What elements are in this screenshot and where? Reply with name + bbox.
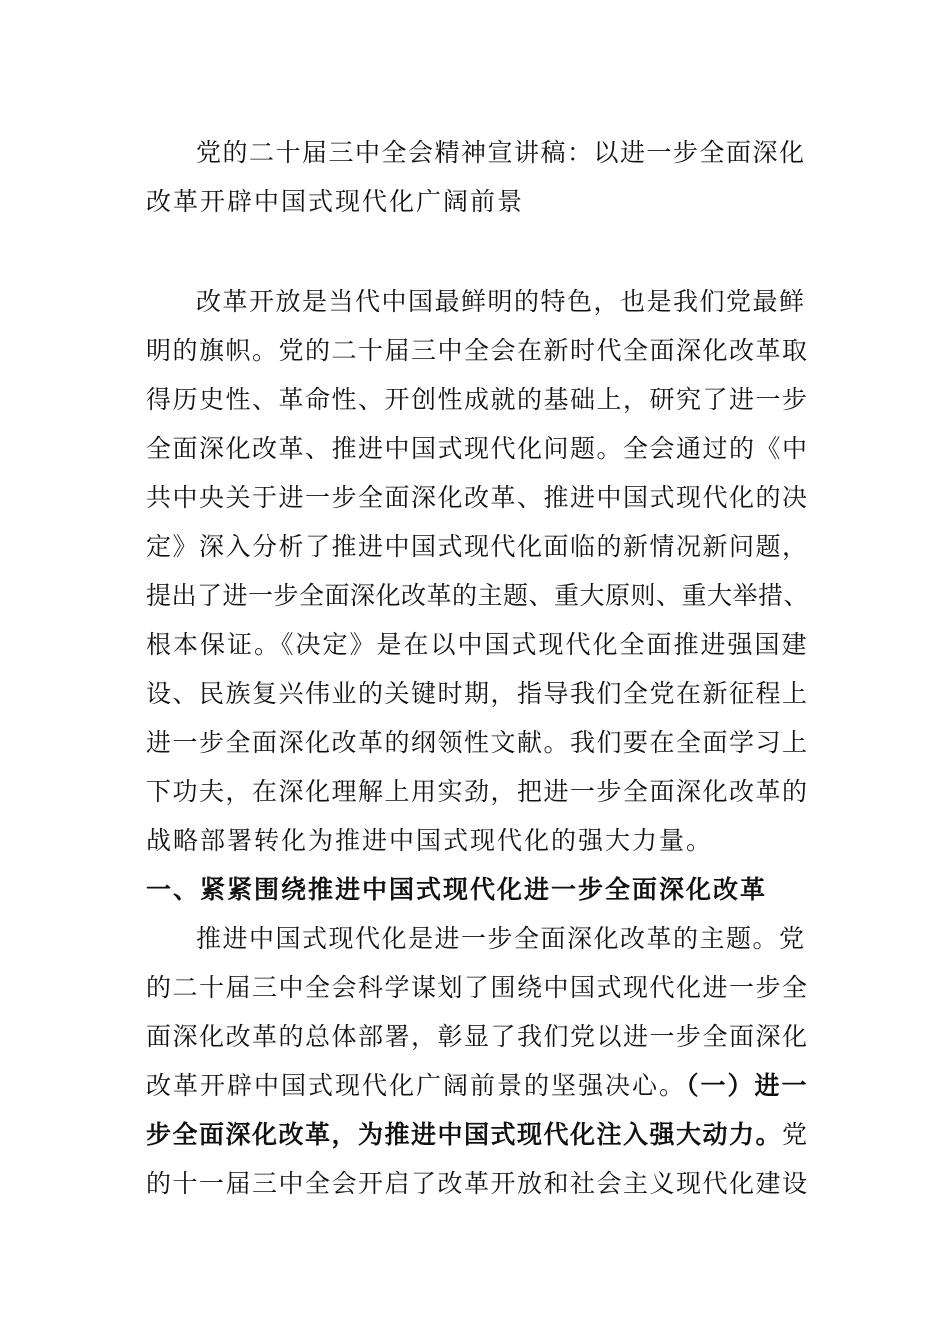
section-1-line-4 (146, 1061, 810, 1110)
title-line-1: 党的二十届三中全会精神宣讲稿：以进一步全面深化 (196, 138, 806, 167)
section-1-line-6: 的十一届三中全会开启了改革开放和社会主义现代化建设 (146, 1169, 809, 1198)
section-1-line-5-text: 党 (782, 1120, 809, 1149)
intro-line-6: 定》深入分析了推进中国式现代化面临的新情况新问题， (146, 532, 809, 561)
section-1-line-2: 的二十届三中全会科学谋划了围绕中国式现代化进一步全 (146, 973, 809, 1002)
title-line-2: 改革开辟中国式现代化广阔前景 (146, 187, 525, 216)
subsection-1-heading-end: 步全面深化改革，为推进中国式现代化注入强大动力。 (146, 1120, 783, 1149)
intro-line-4: 全面深化改革、推进中国式现代化问题。全会通过的《中 (146, 434, 809, 463)
intro-line-5: 共中央关于进一步全面深化改革、推进中国式现代化的决 (146, 483, 809, 512)
intro-line-12: 战略部署转化为推进中国式现代化的强大力量。 (146, 826, 714, 855)
section-1-line-3: 面深化改革的总体部署，彰显了我们党以进一步全面深化 (146, 1022, 809, 1051)
section-1-heading: 一、紧紧围绕推进中国式现代化进一步全面深化改革 (146, 875, 768, 904)
intro-line-7: 提出了进一步全面深化改革的主题、重大原则、重大举措、 (146, 581, 810, 610)
intro-line-8: 根本保证。《决定》是在以中国式现代化全面推进强国建 (146, 630, 809, 659)
section-1-line-4-text: 改革开辟中国式现代化广阔前景的坚强决心。 (146, 1071, 687, 1100)
intro-line-10: 进一步全面深化改革的纲领性文献。我们要在全面学习上 (146, 728, 809, 757)
intro-line-9: 设、民族复兴伟业的关键时期，指导我们全党在新征程上 (146, 679, 809, 708)
section-1-line-5 (146, 1110, 810, 1159)
intro-paragraph (146, 277, 810, 1208)
intro-line-1: 改革开放是当代中国最鲜明的特色，也是我们党最鲜 (196, 287, 806, 316)
intro-line-11: 下功夫，在深化理解上用实劲，把进一步全面深化改革的 (146, 777, 809, 806)
section-1-line-1: 推进中国式现代化是进一步全面深化改革的主题。党 (196, 924, 806, 953)
subsection-1-heading-start: （一）进一 (686, 1071, 809, 1100)
intro-line-3: 得历史性、革命性、开创性成就的基础上，研究了进一步 (146, 385, 809, 414)
intro-line-2: 明的旗帜。党的二十届三中全会在新时代全面深化改革取 (146, 336, 809, 365)
document-title (146, 128, 810, 226)
